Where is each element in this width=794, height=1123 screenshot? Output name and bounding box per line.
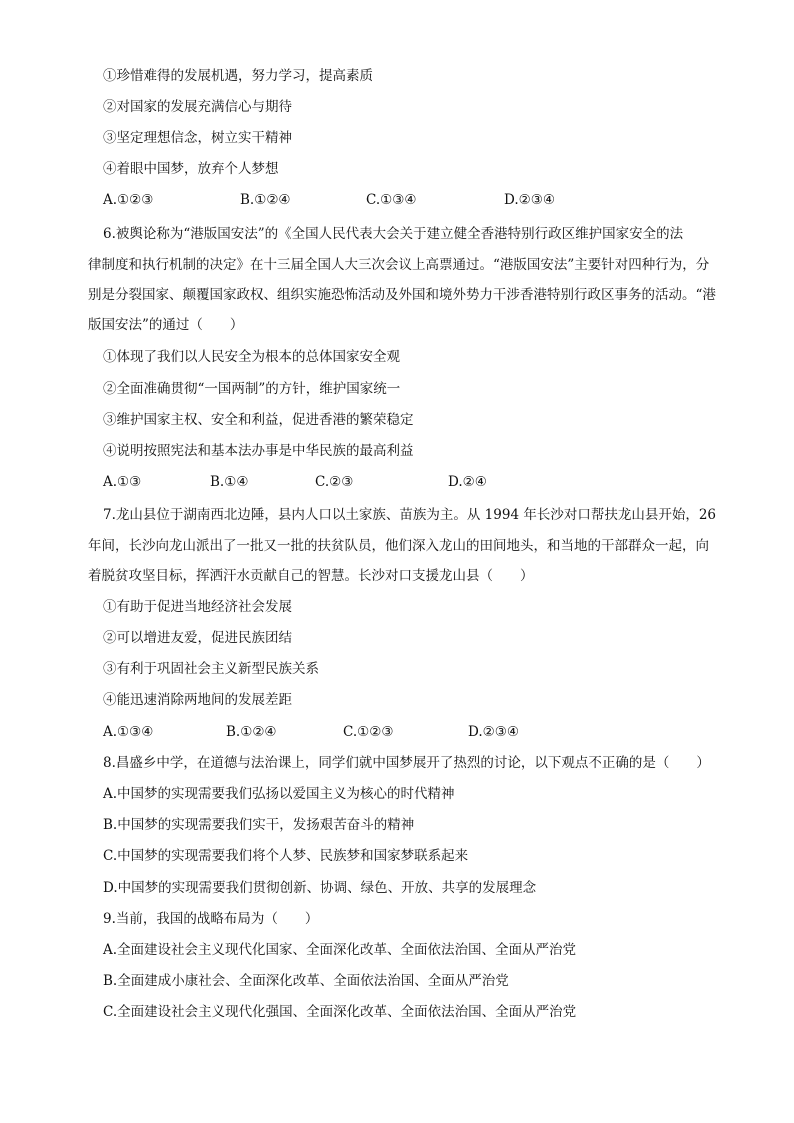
q6-choice-d[interactable]: D.②④	[448, 474, 487, 490]
q5-choice-c[interactable]: C.①③④	[366, 192, 417, 208]
q7-stem-line-2: 年间，长沙向龙山派出了一批又一批的扶贫队员，他们深入龙山的田间地头，和当地的干部群众一起，向	[88, 538, 709, 554]
q5-option-2: ②对国家的发展充满信心与期待	[103, 99, 292, 115]
q8-option-c[interactable]: C.中国梦的实现需要我们将个人梦、民族梦和国家梦联系起来	[103, 848, 469, 864]
q7-choice-a[interactable]: A.①③④	[103, 724, 154, 740]
q7-stem-line-3: 着脱贫攻坚目标，挥洒汗水贡献自己的智慧。长沙对口支援龙山县（ ）	[88, 568, 534, 584]
q6-option-2: ②全面准确贯彻“一国两制”的方针，维护国家统一	[103, 381, 401, 397]
q7-option-3: ③有利于巩固社会主义新型民族关系	[103, 661, 319, 677]
q7-option-2: ②可以增进友爱，促进民族团结	[103, 630, 292, 646]
q7-stem-line-1: 7.龙山县位于湖南西北边陲，县内人口以土家族、苗族为主。从 1994 年长沙对口帮扶龙山县开始，26	[103, 507, 716, 523]
q6-stem-line-3: 别是分裂国家、颠覆国家政权、组织实施恐怖活动及外国和境外势力干涉香港特别行政区事务的活动。“港	[88, 287, 716, 303]
q5-option-1: ①珍惜难得的发展机遇，努力学习，提高素质	[103, 68, 373, 84]
q7-choice-c[interactable]: C.①②③	[343, 724, 394, 740]
q9-option-a[interactable]: A.全面建设社会主义现代化国家、全面深化改革、全面依法治国、全面从严治党	[103, 942, 577, 958]
q5-choice-b[interactable]: B.①②④	[240, 192, 291, 208]
q5-choice-a[interactable]: A.①②③	[103, 192, 154, 208]
q8-option-a[interactable]: A.中国梦的实现需要我们弘扬以爱国主义为核心的时代精神	[103, 786, 455, 802]
q7-choice-b[interactable]: B.①②④	[226, 724, 277, 740]
q6-option-1: ①体现了我们以人民安全为根本的总体国家安全观	[103, 349, 400, 365]
q7-option-1: ①有助于促进当地经济社会发展	[103, 599, 292, 615]
q6-choice-c[interactable]: C.②③	[315, 474, 354, 490]
q6-option-4: ④说明按照宪法和基本法办事是中华民族的最高利益	[103, 443, 414, 459]
q5-option-3: ③坚定理想信念，树立实干精神	[103, 130, 292, 146]
q6-choice-a[interactable]: A.①③	[103, 474, 142, 490]
q6-stem-line-2: 律制度和执行机制的决定》在十三届全国人大三次会议上高票通过。“港版国安法”主要针对四种行为，分	[88, 257, 710, 273]
q6-stem-line-4: 版国安法”的通过（ ）	[88, 317, 244, 333]
q6-option-3: ③维护国家主权、安全和利益，促进香港的繁荣稳定	[103, 412, 414, 428]
q5-choice-d[interactable]: D.②③④	[504, 192, 555, 208]
q9-option-b[interactable]: B.全面建成小康社会、全面深化改革、全面依法治国、全面从严治党	[103, 973, 509, 989]
q7-option-4: ④能迅速消除两地间的发展差距	[103, 692, 292, 708]
q6-stem-line-1: 6.被舆论称为“港版国安法”的《全国人民代表大会关于建立健全香港特别行政区维护国家安全的法	[103, 226, 684, 242]
q5-option-4: ④着眼中国梦，放弃个人梦想	[103, 161, 279, 177]
q8-stem: 8.昌盛乡中学，在道德与法治课上，同学们就中国梦展开了热烈的讨论，以下观点不正确的是（ ）	[103, 755, 710, 771]
q7-choice-d[interactable]: D.②③④	[468, 724, 519, 740]
q6-choice-b[interactable]: B.①④	[210, 474, 249, 490]
q8-option-d[interactable]: D.中国梦的实现需要我们贯彻创新、协调、绿色、开放、共享的发展理念	[103, 880, 537, 896]
q9-option-c[interactable]: C.全面建设社会主义现代化强国、全面深化改革、全面依法治国、全面从严治党	[103, 1004, 577, 1020]
q9-stem: 9.当前，我国的战略布局为（ ）	[103, 911, 319, 927]
q8-option-b[interactable]: B.中国梦的实现需要我们实干，发扬艰苦奋斗的精神	[103, 817, 415, 833]
